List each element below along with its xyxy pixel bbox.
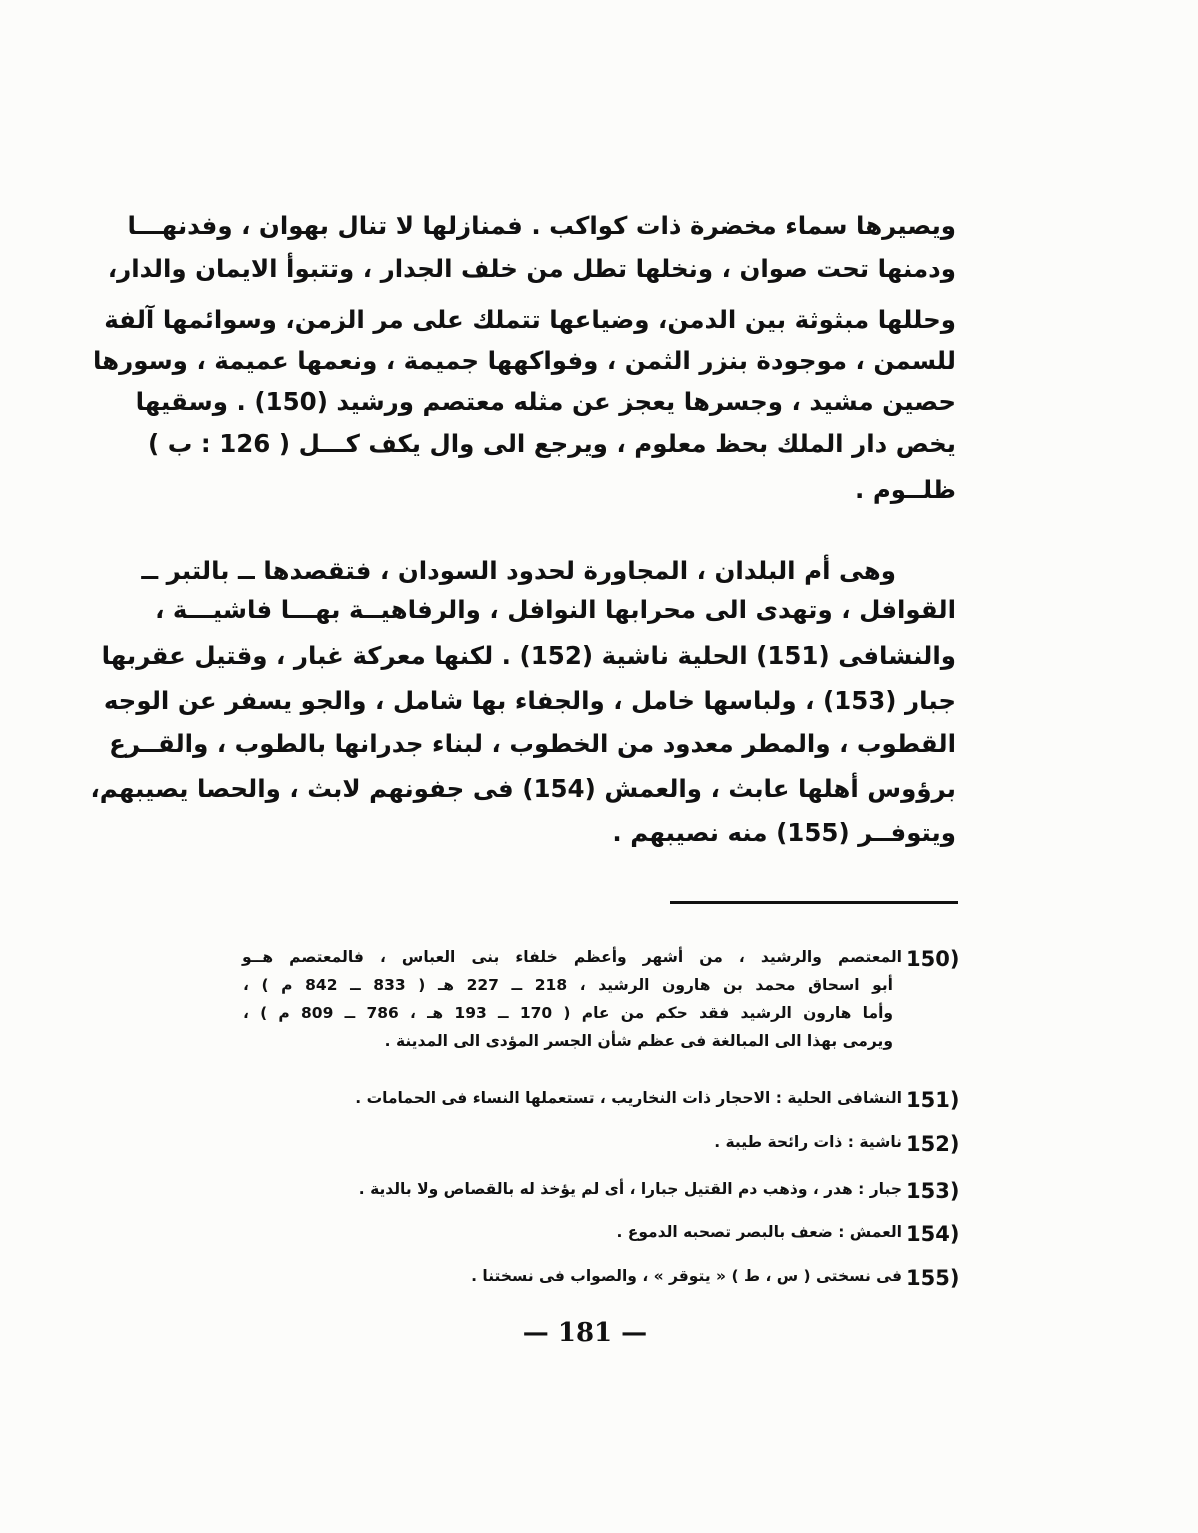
paragraph-1-line-2: ودمنها تحت صوان ، ونخلها تطل من خلف الجدار ، وتتبوأ الايمان والدار،: [107, 254, 956, 283]
paragraph-1-line-6: يخص دار الملك بحظ معلوم ، ويرجع الى وال يكف كـــل ( 126 : ب ): [147, 429, 956, 458]
footnote-number-153: 153): [906, 1179, 960, 1203]
footnote-150-line-4: ويرمى بهذا الى المبالغة فى عظم شأن الجسر المؤدى الى المدينة .: [384, 1032, 893, 1050]
footnote-150-line-2: أبو اسحاق محمد بن هارون الرشيد ، 218 ــ 227 هـ ( 833 ــ 842 م ) ،: [243, 976, 893, 994]
page-number: — 181 —: [522, 1318, 648, 1348]
paragraph-1-line-3: وحللها مبثوثة بين الدمن، وضياعها تتملك على مر الزمن، وسوائمها آلفة: [104, 305, 956, 334]
paragraph-2-line-7: ويتوفــر (155) منه نصيبهم .: [612, 818, 956, 847]
footnote-154-line-1: العمش : ضعف بالبصر تصحبه الدموع .: [616, 1223, 902, 1241]
footnote-number-150: 150): [906, 947, 960, 971]
footnote-number-152: 152): [906, 1132, 960, 1156]
footnote-separator: [670, 901, 958, 904]
paragraph-1-line-1: ويصيرها سماء مخضرة ذات كواكب . فمنازلها لا تنال بهوان ، وفدنهـــا: [127, 211, 956, 240]
footnote-number-151: 151): [906, 1088, 960, 1112]
paragraph-2-line-3: والنشافى (151) الحلية ناشية (152) . لكنها معركة غبار ، وقتيل عقربها: [101, 641, 956, 670]
paragraph-2-line-6: برؤوس أهلها عابث ، والعمش (154) فى جفونهم لابث ، والحصا يصيبهم،: [90, 774, 956, 803]
footnote-153-line-1: جبار : هدر ، وذهب دم القتيل جبارا ، أى لم يؤخذ له بالقصاص ولا بالدية .: [358, 1180, 902, 1198]
paragraph-1-line-4: للسمن ، موجودة بنزر الثمن ، وفواكهها جميمة ، ونعمها عميمة ، وسورها: [92, 346, 956, 375]
footnote-151-line-1: النشافى الحلية : الاحجار ذات النخاريب ، تستعملها النساء فى الحمامات .: [355, 1089, 902, 1107]
footnote-155-line-1: فى نسختى ( س ، ط ) « يتوقر » ، والصواب فى نسختنا .: [471, 1267, 902, 1285]
paragraph-2-line-2: القوافل ، وتهدى الى محرابها النوافل ، والرفاهيــة بهـــا فاشيـــة ،: [155, 595, 956, 624]
paragraph-2-line-1: وهى أم البلدان ، المجاورة لحدود السودان ، فتقصدها ــ بالتبر ــ: [141, 556, 896, 585]
paragraph-1-line-7: ظلــوم .: [855, 475, 956, 504]
footnote-number-154: 154): [906, 1222, 960, 1246]
footnote-152-line-1: ناشية : ذات رائحة طيبة .: [714, 1133, 902, 1151]
paragraph-1-line-5: حصين مشيد ، وجسرها يعجز عن مثله معتصم ورشيد (150) . وسقيها: [135, 387, 956, 416]
paragraph-2-line-4: جبار (153) ، ولباسها خامل ، والجفاء بها شامل ، والجو يسفر عن الوجه: [103, 686, 956, 715]
footnote-150-line-3: وأما هارون الرشيد فقد حكم من عام ( 170 ــ 193 هـ ، 786 ــ 809 م ) ،: [243, 1004, 894, 1022]
footnote-150-line-1: المعتصم والرشيد ، من أشهر وأعظم خلفاء بنى العباس ، فالمعتصم هــو: [242, 948, 902, 966]
footnote-number-155: 155): [906, 1266, 960, 1290]
paragraph-2-line-5: القطوب ، والمطر معدود من الخطوب ، لبناء جدرانها بالطوب ، والقــرع: [109, 729, 956, 758]
